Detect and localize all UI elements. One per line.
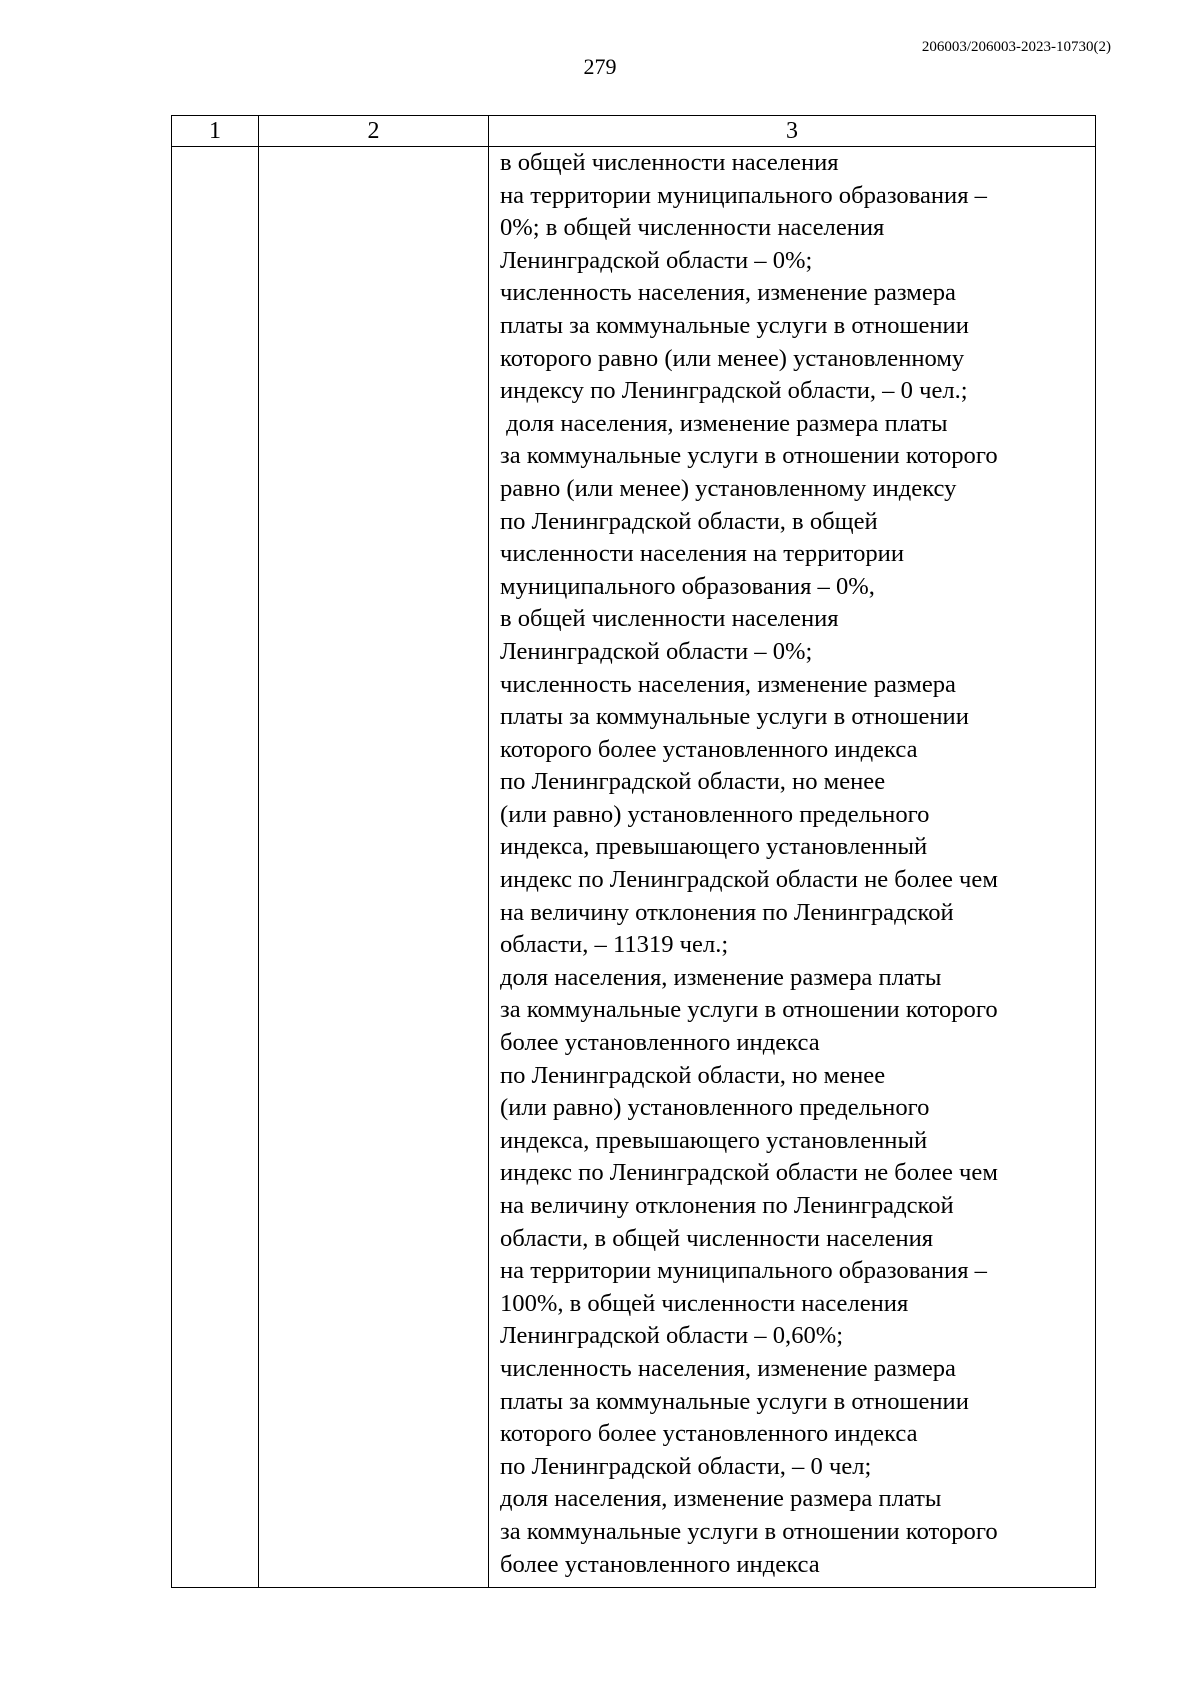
text-line: доля населения, изменение размера платы bbox=[500, 1485, 942, 1513]
text-line: доля населения, изменение размера платы bbox=[500, 963, 942, 991]
text-line: муниципального образования – 0%, bbox=[500, 572, 875, 600]
text-line: за коммунальные услуги в отношении которого bbox=[500, 442, 998, 470]
text-line: индекс по Ленинградской области не более чем bbox=[500, 1159, 998, 1187]
text-line: численности населения на территории bbox=[500, 540, 905, 568]
table-header-row bbox=[172, 116, 1096, 147]
text-line: области, в общей численности населения bbox=[500, 1224, 934, 1252]
page-number: 279 bbox=[583, 54, 617, 79]
text-line: численность населения, изменение размера bbox=[500, 1354, 956, 1382]
text-line: за коммунальные услуги в отношении которого bbox=[500, 996, 998, 1024]
text-line: (или равно) установленного предельного bbox=[500, 800, 930, 828]
text-line: индекса, превышающего установленный bbox=[500, 1126, 928, 1154]
text-line: Ленинградской области – 0%; bbox=[500, 246, 813, 274]
text-line: 100%, в общей численности населения bbox=[500, 1289, 909, 1317]
main-table bbox=[171, 115, 1096, 1588]
text-line: по Ленинградской области, – 0 чел; bbox=[500, 1452, 872, 1480]
text-line: Ленинградской области – 0,60%; bbox=[500, 1322, 844, 1350]
text-line: на величину отклонения по Ленинградской bbox=[500, 1192, 954, 1219]
text-line: в общей численности населения bbox=[500, 605, 839, 633]
text-line: более установленного индекса bbox=[500, 1029, 820, 1057]
cell-col-2 bbox=[259, 147, 489, 1588]
text-line: которого более установленного индекса bbox=[500, 1420, 918, 1448]
text-line: по Ленинградской области, но менее bbox=[500, 768, 886, 796]
cell-col-1 bbox=[172, 147, 259, 1588]
text-line: в общей численности населения bbox=[500, 149, 839, 176]
text-line: 0%; в общей численности населения bbox=[500, 214, 885, 242]
text-line: за коммунальные услуги в отношении которого bbox=[500, 1517, 998, 1545]
text-line: (или равно) установленного предельного bbox=[500, 1094, 930, 1122]
column-header-1: 1 bbox=[172, 116, 259, 147]
cell-col-3-text bbox=[489, 147, 1095, 1581]
column-header-2: 2 bbox=[259, 116, 489, 147]
text-line: индекса, превышающего установленный bbox=[500, 833, 928, 861]
text-line: на территории муниципального образования – bbox=[500, 1257, 987, 1285]
text-line: равно (или менее) установленному индексу bbox=[500, 474, 957, 502]
text-line: по Ленинградской области, в общей bbox=[500, 507, 878, 535]
text-line: на величину отклонения по Ленинградской bbox=[500, 898, 954, 926]
text-line: Ленинградской области – 0%; bbox=[500, 637, 813, 665]
text-line: платы за коммунальные услуги в отношении bbox=[500, 1387, 969, 1415]
text-line: которого более установленного индекса bbox=[500, 735, 918, 763]
text-line: платы за коммунальные услуги в отношении bbox=[500, 703, 969, 731]
text-line: платы за коммунальные услуги в отношении bbox=[500, 311, 969, 339]
table-row bbox=[172, 147, 1096, 1588]
text-line: доля населения, изменение размера платы bbox=[500, 409, 948, 437]
text-line: на территории муниципального образования – bbox=[500, 181, 987, 209]
document-id: 206003/206003-2023-10730(2) bbox=[921, 39, 1111, 55]
text-line: численность населения, изменение размера bbox=[500, 279, 956, 307]
cell-col-3 bbox=[489, 147, 1096, 1588]
text-line: индексу по Ленинградской области, – 0 чел.; bbox=[500, 377, 968, 405]
text-line: которого равно (или менее) установленному bbox=[500, 344, 965, 372]
column-header-3: 3 bbox=[489, 116, 1096, 147]
text-line: численность населения, изменение размера bbox=[500, 670, 956, 698]
text-line: более установленного индекса bbox=[500, 1550, 820, 1578]
text-line: области, – 11319 чел.; bbox=[500, 931, 729, 959]
text-line: по Ленинградской области, но менее bbox=[500, 1061, 886, 1089]
text-line: индекс по Ленинградской области не более чем bbox=[500, 866, 998, 894]
